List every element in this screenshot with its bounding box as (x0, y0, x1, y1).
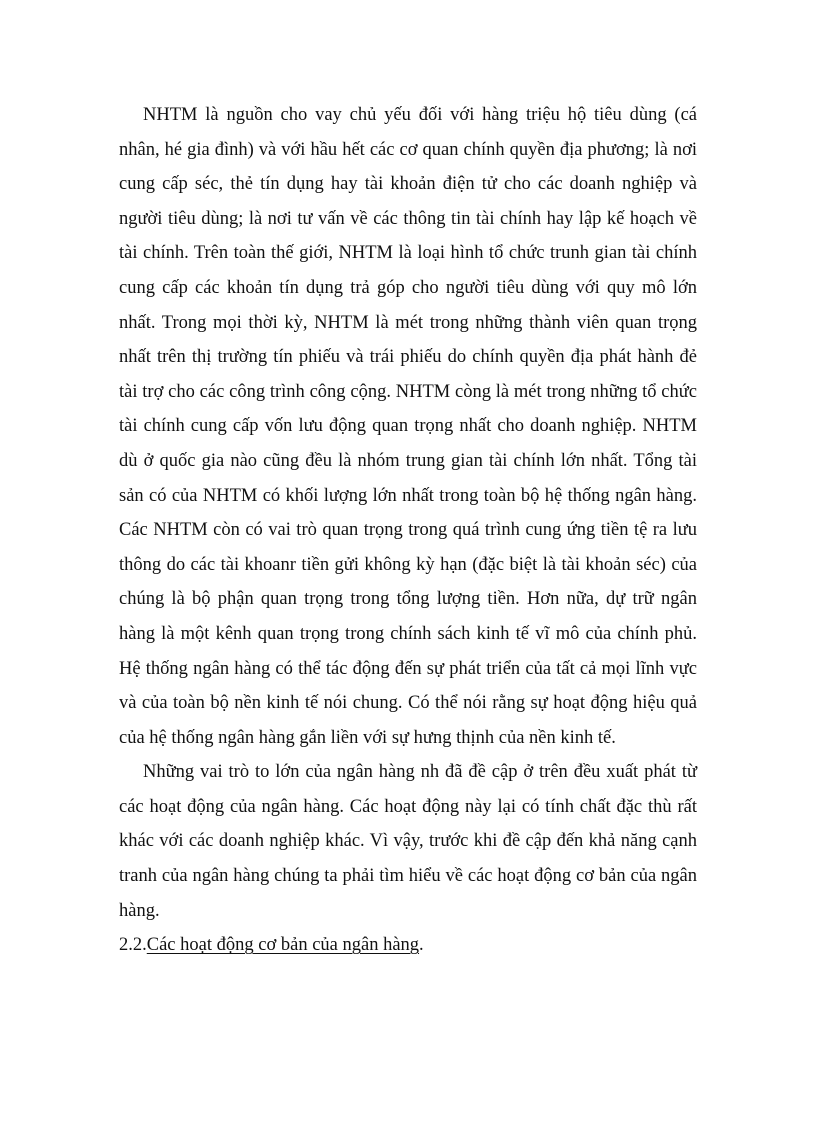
section-heading (119, 928, 697, 963)
body-paragraph-1: NHTM là nguồn cho vay chủ yếu đối với hàng triệu hộ tiêu dùng (cá nhân, hé gia đình) và với hầu hết các cơ quan chính quyền địa phương; là nơi cung cấp séc, thẻ tín dụng hay tài khoản điện tử cho các doanh nghiệp và người tiêu dùng; là nơi tư vấn về các thông tin tài chính hay lập kế hoạch về tài chính. Trên toàn thế giới, NHTM là loại hình tổ chức trunh gian tài chính cung cấp các khoản tín dụng trả góp cho người tiêu dùng với quy mô lớn nhất. Trong mọi thời kỳ, NHTM là mét trong những thành viên quan trọng nhất trên thị trường tín phiếu và trái phiếu do chính quyền địa phát hành đẻ tài trợ cho các công trình công cộng. NHTM còng là mét trong những tổ chức tài chính cung cấp vốn lưu động quan trọng nhất cho doanh nghiệp. NHTM dù ở quốc gia nào cũng đều là nhóm trung gian tài chính lớn nhất. Tổng tài sản có của NHTM có khối lượng lớn nhất trong toàn bộ hệ thống ngân hàng. Các NHTM còn có vai trò quan trọng trong quá trình cung ứng tiền tệ ra lưu thông do các tài khoanr tiền gửi không kỳ hạn (đặc biệt là tài khoản séc) của chúng là bộ phận quan trọng trong tổng lượng tiền. Hơn nữa, dự trữ ngân hàng là một kênh quan trọng trong chính sách kinh tế vĩ mô của chính phủ. Hệ thống ngân hàng có thể tác động đến sự phát triển của tất cả mọi lĩnh vực và của toàn bộ nền kinh tế nói chung. Có thể nói rằng sự hoạt động hiệu quả của hệ thống ngân hàng gắn liền với sự hưng thịnh của nền kinh tế. (119, 105, 697, 748)
section-title: Các hoạt động cơ bản của ngân hàng (146, 935, 420, 956)
section-number: 2.2. (119, 935, 147, 956)
section-title-period: . (419, 935, 424, 956)
body-paragraph-2: Những vai trò to lớn của ngân hàng nh đã đề cập ở trên đều xuất phát từ các hoạt động của ngân hàng. Các hoạt động này lại có tính chất đặc thù rất khác với các doanh nghiệp khác. Vì vậy, trước khi đề cập đến khả năng cạnh tranh của ngân hàng chúng ta phải tìm hiểu về các hoạt động cơ bản của ngân hàng. (119, 762, 697, 921)
document-page (119, 98, 697, 963)
